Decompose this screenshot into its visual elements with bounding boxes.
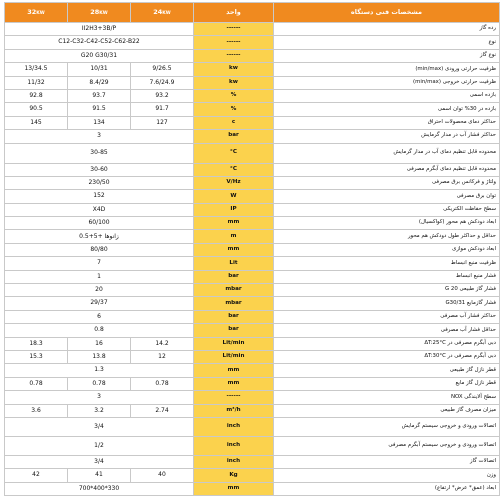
table-row [5, 89, 500, 102]
row-unit: bar [194, 270, 274, 283]
row-label: محدوده قابل تنظیم دمای آب در مدار گرمایش [274, 143, 500, 163]
row-value: 41 [68, 469, 131, 482]
table-row [5, 230, 500, 243]
row-label: حداقل و حداکثر طول دودکش هم محور [274, 230, 500, 243]
row-unit: Kg [194, 469, 274, 482]
header-unit: واحد [194, 3, 274, 23]
row-label: دبی آبگرم مصرفی در ΔT:30°C [274, 350, 500, 363]
row-value: 13/34.5 [5, 63, 68, 76]
row-value: C12-C32-C42-C52-C62-B22 [5, 36, 194, 49]
table-row [5, 337, 500, 350]
table-row [5, 116, 500, 129]
table-header-row [5, 3, 500, 23]
row-value: 42 [5, 469, 68, 482]
row-label: نوع [274, 36, 500, 49]
table-row [5, 310, 500, 323]
row-label: ولتاژ و فرکانس برق مصرفی [274, 176, 500, 189]
row-label: ابعاد دودکش هم محور (کواکسیال) [274, 217, 500, 230]
row-value: 11/32 [5, 76, 68, 89]
row-label: وزن [274, 469, 500, 482]
row-unit: Lit [194, 257, 274, 270]
row-unit: inch [194, 436, 274, 455]
row-label: فشار گازمایع G30/31 [274, 297, 500, 310]
row-unit: bar [194, 130, 274, 143]
row-unit: inch [194, 417, 274, 436]
row-value: 9/26.5 [131, 63, 194, 76]
table-row [5, 482, 500, 495]
row-label: حداکثر فشار آب مصرفی [274, 310, 500, 323]
row-unit: bar [194, 310, 274, 323]
row-value: 15.3 [5, 350, 68, 363]
row-value: 91.5 [68, 103, 131, 116]
header-24kw: 24KW [131, 3, 194, 23]
row-label: فشار منبع انبساط [274, 270, 500, 283]
table-row [5, 36, 500, 49]
row-value: 18.3 [5, 337, 68, 350]
table-row [5, 350, 500, 363]
table-row [5, 130, 500, 143]
table-row [5, 436, 500, 455]
row-value: زانوها +5+0.5 [5, 230, 194, 243]
row-label: دبی آبگرم مصرفی در ΔT:25°C [274, 337, 500, 350]
row-label: حداکثر دمای محصولات احتراق [274, 116, 500, 129]
table-row [5, 176, 500, 189]
row-label: رده گاز [274, 23, 500, 36]
table-row [5, 23, 500, 36]
row-label: بازده اسمی [274, 89, 500, 102]
row-value: 60/100 [5, 217, 194, 230]
row-value: 91.7 [131, 103, 194, 116]
row-unit: c [194, 116, 274, 129]
row-value: 30-85 [5, 143, 194, 163]
row-value: 0.78 [5, 377, 68, 390]
table-row [5, 324, 500, 337]
table-row [5, 76, 500, 89]
table-row [5, 257, 500, 270]
row-unit: ------ [194, 36, 274, 49]
row-value: 3/4 [5, 417, 194, 436]
table-row [5, 391, 500, 404]
table-row [5, 243, 500, 256]
header-28kw: 28KW [68, 3, 131, 23]
table-row [5, 297, 500, 310]
table-row [5, 270, 500, 283]
row-value: 10/31 [68, 63, 131, 76]
row-unit: °C [194, 143, 274, 163]
row-value: 16 [68, 337, 131, 350]
row-value: 127 [131, 116, 194, 129]
row-unit: mbar [194, 284, 274, 297]
row-unit: Lit/min [194, 350, 274, 363]
row-label: نوع گاز [274, 49, 500, 62]
row-label: محدوده قابل تنظیم دمای آبگرم مصرفی [274, 163, 500, 176]
row-unit: mbar [194, 297, 274, 310]
row-value: 40 [131, 469, 194, 482]
row-unit: bar [194, 324, 274, 337]
row-label: اتصالات ورودی و خروجی سیستم گرمایش [274, 417, 500, 436]
row-value: 13.8 [68, 350, 131, 363]
row-label: ظرفیت حرارتی خروجی (min/max) [274, 76, 500, 89]
row-value: 93.2 [131, 89, 194, 102]
row-value: 0.8 [5, 324, 194, 337]
row-unit: mm [194, 243, 274, 256]
row-label: فشار گاز طبیعی G 20 [274, 284, 500, 297]
row-label: قطر نازل گاز طبیعی [274, 364, 500, 377]
spec-body [5, 23, 500, 496]
table-row [5, 455, 500, 468]
table-row [5, 103, 500, 116]
row-value: 7.6/24.9 [131, 76, 194, 89]
row-label: قطر نازل گاز مایع [274, 377, 500, 390]
table-row [5, 217, 500, 230]
row-label: سطح آلایندگی NOX [274, 391, 500, 404]
row-unit: % [194, 89, 274, 102]
row-label: اتصالات گاز [274, 455, 500, 468]
table-row [5, 163, 500, 176]
row-value: 134 [68, 116, 131, 129]
row-unit: mm [194, 364, 274, 377]
row-value: G20 G30/31 [5, 49, 194, 62]
table-row [5, 377, 500, 390]
table-row [5, 49, 500, 62]
row-unit: Lit/min [194, 337, 274, 350]
row-label: توان برق مصرفی [274, 190, 500, 203]
row-value: 29/37 [5, 297, 194, 310]
row-label: حداقل فشار آب مصرفی [274, 324, 500, 337]
row-unit: W [194, 190, 274, 203]
row-unit: mm [194, 217, 274, 230]
row-unit: kw [194, 63, 274, 76]
table-row [5, 364, 500, 377]
row-unit: % [194, 103, 274, 116]
row-value: 92.8 [5, 89, 68, 102]
row-unit: mm [194, 377, 274, 390]
table-row [5, 284, 500, 297]
row-value: 1/2 [5, 436, 194, 455]
row-value: II2H3+3B/P [5, 23, 194, 36]
row-value: 90.5 [5, 103, 68, 116]
row-value: 12 [131, 350, 194, 363]
row-label: بازده در 30% توان اسمی [274, 103, 500, 116]
row-unit: ------ [194, 49, 274, 62]
row-value: 230/50 [5, 176, 194, 189]
row-value: 1.3 [5, 364, 194, 377]
header-spec: مشخصات فنی دستگاه [274, 3, 500, 23]
spec-table [4, 2, 500, 496]
row-unit: mm [194, 482, 274, 495]
row-unit: kw [194, 76, 274, 89]
row-value: 30-60 [5, 163, 194, 176]
table-row [5, 417, 500, 436]
row-label: ابعاد دودکش موازی [274, 243, 500, 256]
row-unit: V/Hz [194, 176, 274, 189]
row-value: 145 [5, 116, 68, 129]
row-value: 80/80 [5, 243, 194, 256]
table-row [5, 190, 500, 203]
row-value: 14.2 [131, 337, 194, 350]
row-value: 3 [5, 391, 194, 404]
row-value: 1 [5, 270, 194, 283]
row-value: 93.7 [68, 89, 131, 102]
row-value: 152 [5, 190, 194, 203]
row-value: 3/4 [5, 455, 194, 468]
row-value: 8.4/29 [68, 76, 131, 89]
row-label: میزان مصرف گاز طبیعی [274, 404, 500, 417]
row-value: 700*400*330 [5, 482, 194, 495]
table-row [5, 203, 500, 216]
row-label: ظرفیت حرارتی ورودی (min/max) [274, 63, 500, 76]
header-32kw: 32KW [5, 3, 68, 23]
row-value: 3.6 [5, 404, 68, 417]
row-label: ابعاد (عمق* عرض* ارتفاع) [274, 482, 500, 495]
row-value: 6 [5, 310, 194, 323]
row-unit: IP [194, 203, 274, 216]
row-unit: ------ [194, 23, 274, 36]
row-unit: m [194, 230, 274, 243]
table-row [5, 143, 500, 163]
row-value: 0.78 [68, 377, 131, 390]
row-value: 20 [5, 284, 194, 297]
row-label: حداکثر فشار آب در مدار گرمایش [274, 130, 500, 143]
table-row [5, 469, 500, 482]
row-value: 3 [5, 130, 194, 143]
row-value: X4D [5, 203, 194, 216]
row-label: اتصالات ورودی و خروجی سیستم آبگرم مصرفی [274, 436, 500, 455]
row-value: 3.2 [68, 404, 131, 417]
row-unit: m³/h [194, 404, 274, 417]
row-label: سطح حفاظت الکتریکی [274, 203, 500, 216]
table-row [5, 404, 500, 417]
row-unit: °C [194, 163, 274, 176]
row-unit: inch [194, 455, 274, 468]
row-value: 0.78 [131, 377, 194, 390]
table-row [5, 63, 500, 76]
row-value: 2.74 [131, 404, 194, 417]
row-unit: ------ [194, 391, 274, 404]
row-value: 7 [5, 257, 194, 270]
row-label: ظرفیت منبع انبساط [274, 257, 500, 270]
